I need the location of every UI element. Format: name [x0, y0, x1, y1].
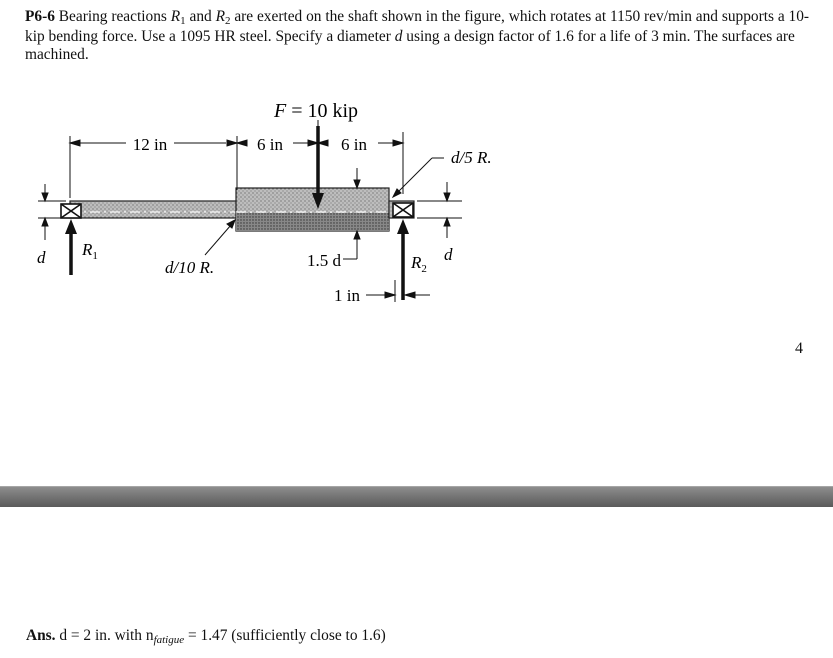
shaft-figure: [0, 90, 833, 320]
right-diameter-dimension: [417, 182, 462, 238]
r1-symbol: R: [170, 8, 181, 25]
dim-12in-label: 12 in: [132, 135, 168, 154]
large-diameter-label: 1.5 d: [307, 251, 341, 270]
problem-text-part: are exerted on the shaft shown in the figure, which rotates at 1150 rev/min and supports a 10-kip bending force. Use a 1095 HR steel. Specify a diameter: [25, 8, 810, 45]
r2-reaction-arrow: [397, 219, 409, 300]
answer-subscript: fatigue: [153, 634, 185, 646]
top-dimension-line: [70, 120, 403, 198]
right-diameter-label: d: [444, 245, 453, 264]
dim-6in-right-label: 6 in: [341, 135, 367, 154]
page-number: 4: [795, 340, 803, 357]
problem-text-part: using a design factor of 1.6 for a life of 3 min. The surfaces are machined.: [25, 27, 795, 63]
r2-symbol: R: [215, 8, 225, 25]
small-shaft-section: [70, 201, 237, 218]
fillet-left-label: d/10 R.: [165, 258, 215, 277]
fillet-right-label: d/5 R.: [451, 148, 492, 167]
large-shaft-section: [236, 188, 389, 231]
diameter-symbol: d: [394, 27, 403, 45]
bearing-offset-dimension: [366, 280, 430, 302]
problem-text-part: Bearing reactions: [54, 8, 171, 25]
force-label: [273, 100, 358, 122]
right-bearing-icon: [393, 203, 413, 217]
left-diameter-label: d: [37, 248, 46, 267]
dim-1in-label: 1 in: [334, 286, 360, 305]
problem-text-part: and: [185, 8, 216, 25]
answer-text: d = 2 in. with n: [55, 627, 154, 644]
fillet-leader-right: [393, 158, 444, 197]
force-value: = 10 kip: [286, 100, 359, 122]
page-divider: [0, 486, 833, 507]
answer-label: Ans.: [26, 627, 56, 644]
fillet-leader-left: [205, 220, 235, 255]
r2-subscript: 2: [224, 15, 231, 27]
problem-statement: [25, 8, 815, 65]
r1-reaction-arrow: [65, 219, 77, 275]
problem-number: P6-6: [25, 8, 55, 25]
force-symbol: F: [274, 100, 287, 122]
r1-label: $R_1$: [82, 240, 98, 262]
answer-line: [26, 627, 386, 645]
dim-6in-left-label: 6 in: [257, 135, 283, 154]
left-bearing-icon: [61, 204, 81, 218]
answer-text-end: = 1.47 (sufficiently close to 1.6): [184, 627, 386, 644]
r1-subscript: 1: [180, 15, 186, 27]
r2-label: $R_2$: [411, 253, 427, 275]
